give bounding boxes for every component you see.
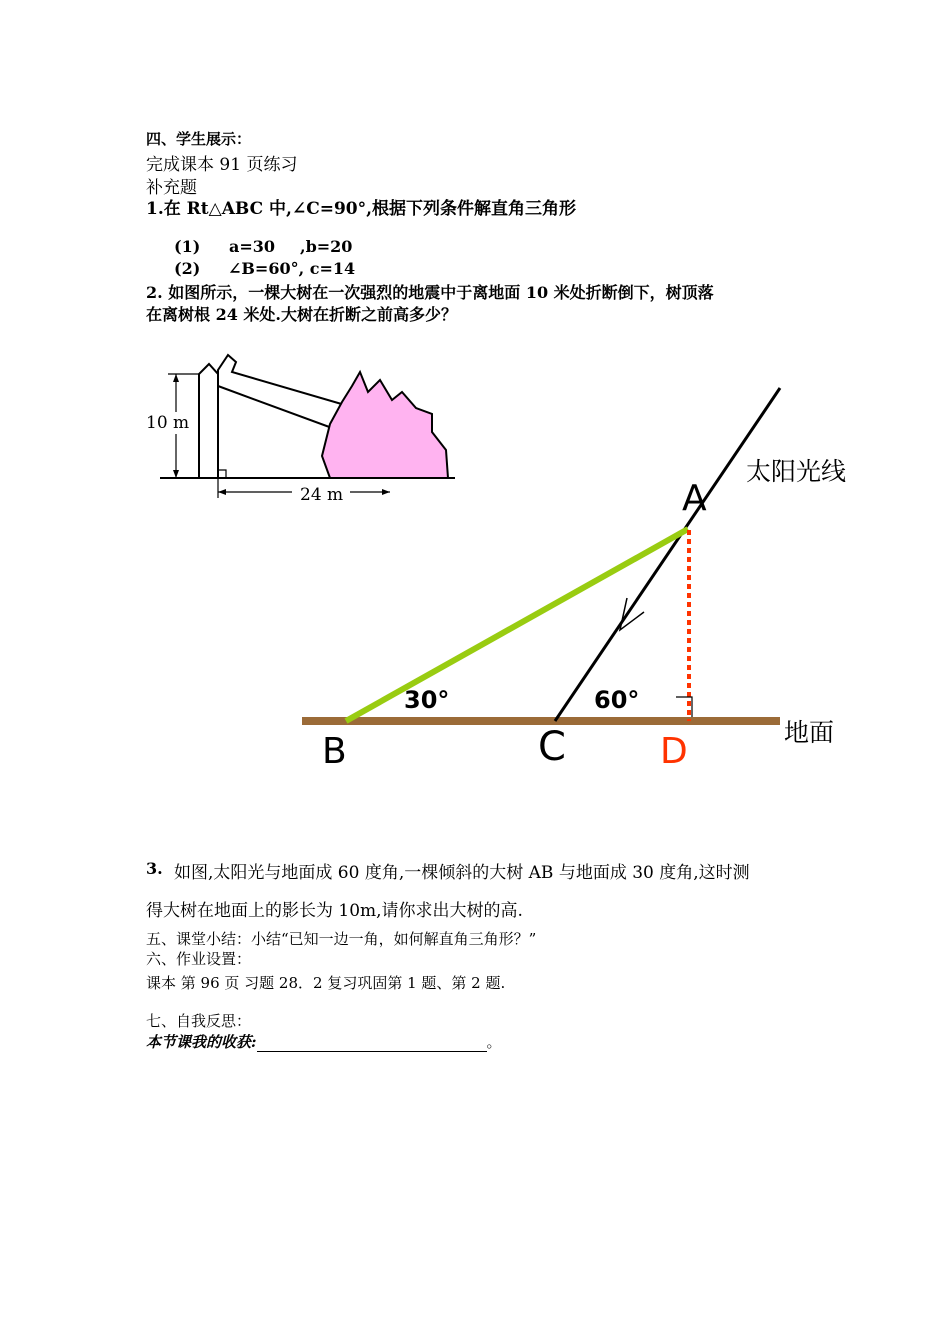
q1-sub2-number: (2)	[174, 259, 201, 278]
supplement-line: 补充题	[146, 178, 197, 198]
section-5-summary: 五、课堂小结：小结“已知一边一角，如何解直角三角形？”	[146, 930, 537, 948]
reflection-row	[146, 1031, 502, 1052]
section-6-heading: 六、作业设置：	[146, 950, 252, 968]
section-7-heading: 七、自我反思：	[146, 1012, 252, 1030]
reflection-end: 。	[486, 1033, 502, 1051]
q1-sub1-a: a=30	[229, 237, 276, 256]
question-3-number: 3.	[146, 859, 163, 878]
fig2-sunlight-line	[555, 388, 780, 721]
fig2-sunlight-label: 太阳光线	[746, 457, 847, 486]
q1-sub2-text: ∠B=60°, c=14	[228, 259, 356, 278]
q1-sub1-b: ,b=20	[300, 237, 353, 256]
question-1-prompt: 1.在 Rt△ABC 中,∠C=90°,根据下列条件解直角三角形	[146, 199, 577, 219]
fig2-angle-B: 30°	[404, 686, 450, 714]
fig2-sunlight-arrow	[620, 598, 644, 630]
q1-sub1-number: (1)	[174, 237, 201, 256]
fig2-angle-C: 60°	[594, 686, 640, 714]
fig1-base-label: 24 m	[300, 485, 344, 505]
reflection-blank[interactable]	[257, 1037, 487, 1052]
section-6-homework: 课本 第 96 页 习题 28．2 复习巩固第 1 题、第 2 题.	[146, 974, 506, 992]
question-3-line-2: 得大树在地面上的影长为 10m,请你求出大树的高.	[146, 901, 523, 921]
question-2-line-2: 在离树根 24 米处.大树在折断之前高多少？	[146, 305, 457, 324]
fig2-label-D: D	[660, 731, 688, 772]
practice-line: 完成课本 91 页练习	[146, 155, 298, 175]
section-4-heading: 四、学生展示：	[146, 130, 252, 148]
question-2-line-1: 2. 如图所示，一棵大树在一次强烈的地震中于离地面 10 米处折断倒下，树顶落	[146, 283, 714, 302]
fig2-label-B: B	[322, 731, 347, 772]
fig2-ground-label: 地面	[784, 718, 835, 747]
reflection-prompt: 本节课我的收获:	[146, 1033, 257, 1051]
fig2-label-C: C	[538, 724, 566, 770]
question-3-line-1: 如图,太阳光与地面成 60 度角,一棵倾斜的大树 AB 与地面成 30 度角,这时测	[174, 863, 750, 883]
fig2-label-A: A	[682, 478, 707, 519]
fig1-height-label: 10 m	[146, 413, 190, 433]
